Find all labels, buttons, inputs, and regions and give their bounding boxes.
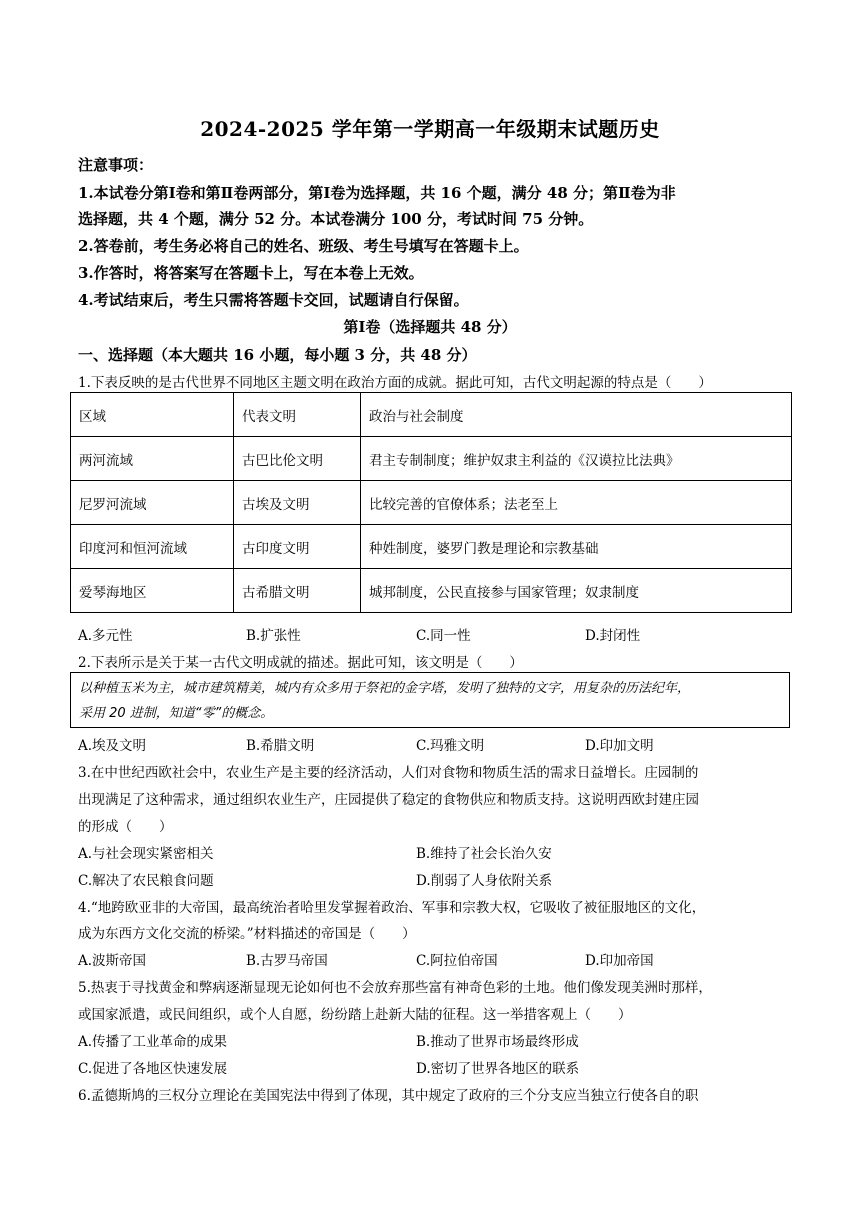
table-cell: 两河流域 — [71, 437, 234, 481]
question-1-table — [70, 392, 792, 613]
question-2-option-b: B.希腊文明 — [246, 738, 315, 754]
notice-item: 4.考试结束后，考生只需将答题卡交回，试题请自行保留。 — [78, 291, 469, 309]
question-4-line: 4.“地跨欧亚非的大帝国，最高统治者哈里发掌握着政治、军事和宗教大权，它吸收了被征服地区的文化， — [78, 900, 706, 916]
notice-item: 选择题，共 4 个题，满分 52 分。本试卷满分 100 分，考试时间 75 分钟。 — [78, 210, 594, 228]
table-header-cell: 区域 — [71, 393, 234, 437]
table-cell: 君主专制制度；维护奴隶主利益的《汉谟拉比法典》 — [361, 437, 792, 481]
question-5-line: 5.热衷于寻找黄金和弊病逐渐显现无论如何也不会放弃那些富有神奇色彩的土地。他们像发现美洲时那样， — [78, 980, 712, 996]
question-5-option-c: C.促进了各地区快速发展 — [78, 1061, 228, 1077]
question-3-option-b: B.维持了社会长治久安 — [416, 846, 552, 862]
table-row — [71, 569, 792, 613]
question-5-option-b: B.推动了世界市场最终形成 — [416, 1034, 579, 1050]
table-cell: 种姓制度，婆罗门教是理论和宗教基础 — [361, 525, 792, 569]
table-cell: 尼罗河流域 — [71, 481, 234, 525]
question-6-line: 6.孟德斯鸠的三权分立理论在美国宪法中得到了体现，其中规定了政府的三个分支应当独立行使各自的职 — [78, 1088, 699, 1104]
question-3-option-c: C.解决了农民粮食问题 — [78, 873, 214, 889]
table-row — [71, 525, 792, 569]
question-4-line: 成为东西方文化交流的桥梁。”材料描述的帝国是（ ） — [78, 926, 416, 942]
table-cell: 城邦制度，公民直接参与国家管理；奴隶制度 — [361, 569, 792, 613]
table-cell: 古巴比伦文明 — [234, 437, 361, 481]
table-header-row — [71, 393, 792, 437]
table-cell: 爱琴海地区 — [71, 569, 234, 613]
question-2-option-d: D.印加文明 — [585, 738, 654, 754]
table-cell: 比较完善的官僚体系；法老至上 — [361, 481, 792, 525]
exam-title: 2024-2025 学年第一学期高一年级期末试题历史 — [200, 117, 660, 141]
question-1-option-c: C.同一性 — [416, 628, 471, 644]
table-cell: 古埃及文明 — [234, 481, 361, 525]
question-1-stem: 1.下表反映的是古代世界不同地区主题文明在政治方面的成就。据此可知，古代文明起源的特点是（ ） — [78, 375, 712, 391]
question-2-material-box — [70, 672, 790, 728]
notice-heading: 注意事项： — [78, 156, 154, 174]
question-3-line: 出现满足了这种需求，通过组织农业生产，庄园提供了稳定的食物供应和物质支持。这说明西欧封建庄园 — [78, 792, 699, 808]
question-2-option-a: A.埃及文明 — [78, 738, 147, 754]
question-1-option-a: A.多元性 — [78, 628, 133, 644]
question-3-option-a: A.与社会现实紧密相关 — [78, 846, 214, 862]
question-1-option-b: B.扩张性 — [246, 628, 301, 644]
notice-item: 3.作答时，将答案写在答题卡上，写在本卷上无效。 — [78, 264, 424, 282]
question-5-option-a: A.传播了工业革命的成果 — [78, 1034, 228, 1050]
question-4-option-a: A.波斯帝国 — [78, 953, 147, 969]
table-row — [71, 481, 792, 525]
table-header-cell: 政治与社会制度 — [361, 393, 792, 437]
question-2-option-c: C.玛雅文明 — [416, 738, 485, 754]
notice-item: 2.答卷前，考生务必将自己的姓名、班级、考生号填写在答题卡上。 — [78, 237, 529, 255]
question-2-stem: 2.下表所示是关于某一古代文明成就的描述。据此可知，该文明是（ ） — [78, 655, 523, 671]
part-heading: 一、选择题（本大题共 16 小题，每小题 3 分，共 48 分） — [78, 346, 477, 364]
question-3-line: 3.在中世纪西欧社会中，农业生产是主要的经济活动，人们对食物和物质生活的需求日益增长。庄园制的 — [78, 765, 699, 781]
table-row — [71, 437, 792, 481]
question-4-option-c: C.阿拉伯帝国 — [416, 953, 498, 969]
notice-item: 1.本试卷分第Ⅰ卷和第Ⅱ卷两部分，第Ⅰ卷为选择题，共 16 个题，满分 48 分；第Ⅱ卷为非 — [78, 184, 676, 202]
question-4-option-d: D.印加帝国 — [585, 953, 654, 969]
table-cell: 古希腊文明 — [234, 569, 361, 613]
question-5-option-d: D.密切了世界各地区的联系 — [416, 1061, 580, 1077]
question-1-option-d: D.封闭性 — [585, 628, 641, 644]
table-cell: 印度河和恒河流域 — [71, 525, 234, 569]
question-3-option-d: D.削弱了人身依附关系 — [416, 873, 553, 889]
table-header-cell: 代表文明 — [234, 393, 361, 437]
section-title: 第Ⅰ卷（选择题共 48 分） — [343, 318, 517, 336]
material-line: 以种植玉米为主，城市建筑精美，城内有众多用于祭祀的金字塔，发明了独特的文字，用复杂的历法纪年， — [79, 681, 691, 696]
question-3-line: 的形成（ ） — [78, 819, 173, 835]
material-line: 采用 20 进制，知道“零”的概念。 — [79, 706, 274, 721]
question-4-option-b: B.古罗马帝国 — [246, 953, 328, 969]
table-cell: 古印度文明 — [234, 525, 361, 569]
question-5-line: 或国家派遣，或民间组织，或个人自愿，纷纷踏上赴新大陆的征程。这一举措客观上（ ） — [78, 1007, 632, 1023]
